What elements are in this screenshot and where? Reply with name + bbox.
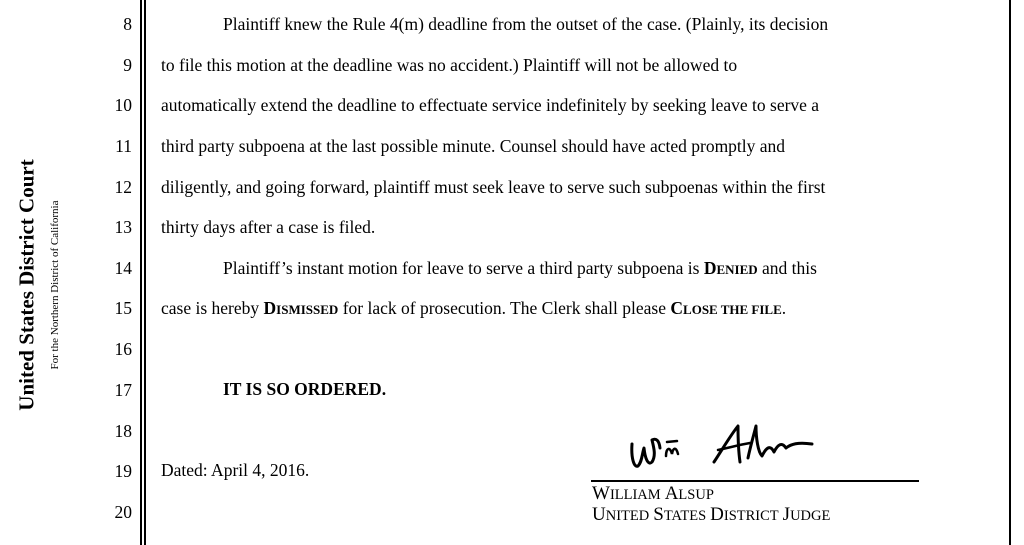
close-the-file-term — [670, 298, 781, 318]
line-number: 15 — [114, 298, 132, 318]
dismissed-small: ISMISSED — [276, 302, 339, 317]
line-number: 12 — [114, 177, 132, 197]
line-number: 11 — [115, 136, 132, 156]
body-text: for lack of prosecution. The Clerk shall please — [338, 298, 671, 318]
judge-title-part: NITED — [605, 508, 650, 524]
body-line — [223, 258, 817, 279]
judge-signature — [626, 418, 826, 474]
body-line: automatically extend the deadline to effectuate service indefinitely by seeking leave to serve a — [161, 95, 820, 115]
body-line: third party subpoena at the last possible minute. Counsel should have acted promptly and — [161, 136, 786, 156]
judge-title-part: U — [592, 504, 606, 525]
court-district: For the Northern District of California — [49, 200, 61, 370]
line-number: 8 — [123, 14, 132, 34]
body-line: thirty days after a case is filed. — [161, 217, 376, 237]
court-name: United States District Court — [14, 159, 39, 411]
left-margin-rule-inner — [144, 0, 146, 545]
close-cap: C — [670, 298, 684, 318]
line-number: 9 — [123, 55, 132, 75]
body-text: case is hereby — [161, 298, 264, 318]
line-number: 20 — [114, 502, 132, 522]
judge-name-part: LSUP — [678, 487, 714, 503]
dated-line: Dated: April 4, 2016. — [161, 460, 310, 480]
body-line: diligently, and going forward, plaintiff must seek leave to serve such subpoenas within the first — [161, 177, 826, 197]
judge-title-part: D — [710, 504, 724, 525]
judge-name-part: ILLIAM — [609, 487, 661, 503]
judge-title-part: S — [653, 504, 664, 525]
line-number: 17 — [114, 380, 132, 400]
body-text: and this — [757, 258, 817, 278]
court-caption — [0, 0, 80, 545]
so-ordered: IT IS SO ORDERED. — [223, 379, 387, 399]
line-number: 13 — [114, 217, 132, 237]
line-number: 10 — [114, 95, 132, 115]
judge-title-part: J — [782, 504, 791, 525]
line-number: 14 — [114, 258, 132, 278]
dismissed-term — [264, 298, 339, 318]
judge-title-part: UDGE — [790, 508, 831, 524]
body-text: . — [781, 298, 787, 318]
line-number: 16 — [114, 339, 132, 359]
right-margin-rule — [1009, 0, 1011, 545]
signature-line — [591, 480, 919, 482]
body-line: Plaintiff knew the Rule 4(m) deadline from the outset of the case. (Plainly, its decision — [223, 14, 829, 34]
close-small: LOSE THE FILE — [683, 302, 782, 317]
judge-name — [592, 484, 714, 503]
denied-cap: D — [703, 258, 717, 278]
line-number: 19 — [114, 461, 132, 481]
body-line — [161, 298, 786, 319]
denied-small: ENIED — [716, 262, 758, 277]
denied-term — [704, 258, 758, 278]
dismissed-cap: D — [263, 298, 277, 318]
judge-name-part: A — [664, 483, 679, 504]
judge-title-part: ISTRICT — [723, 508, 779, 524]
judge-title — [592, 505, 830, 524]
judge-name-part: W — [592, 483, 610, 504]
left-margin-rule-outer — [140, 0, 142, 545]
body-line: to file this motion at the deadline was no accident.) Plaintiff will not be allowed to — [161, 55, 738, 75]
body-text: Plaintiff’s instant motion for leave to serve a third party subpoena is — [223, 258, 704, 278]
line-number: 18 — [114, 421, 132, 441]
judge-title-part: TATES — [663, 508, 707, 524]
